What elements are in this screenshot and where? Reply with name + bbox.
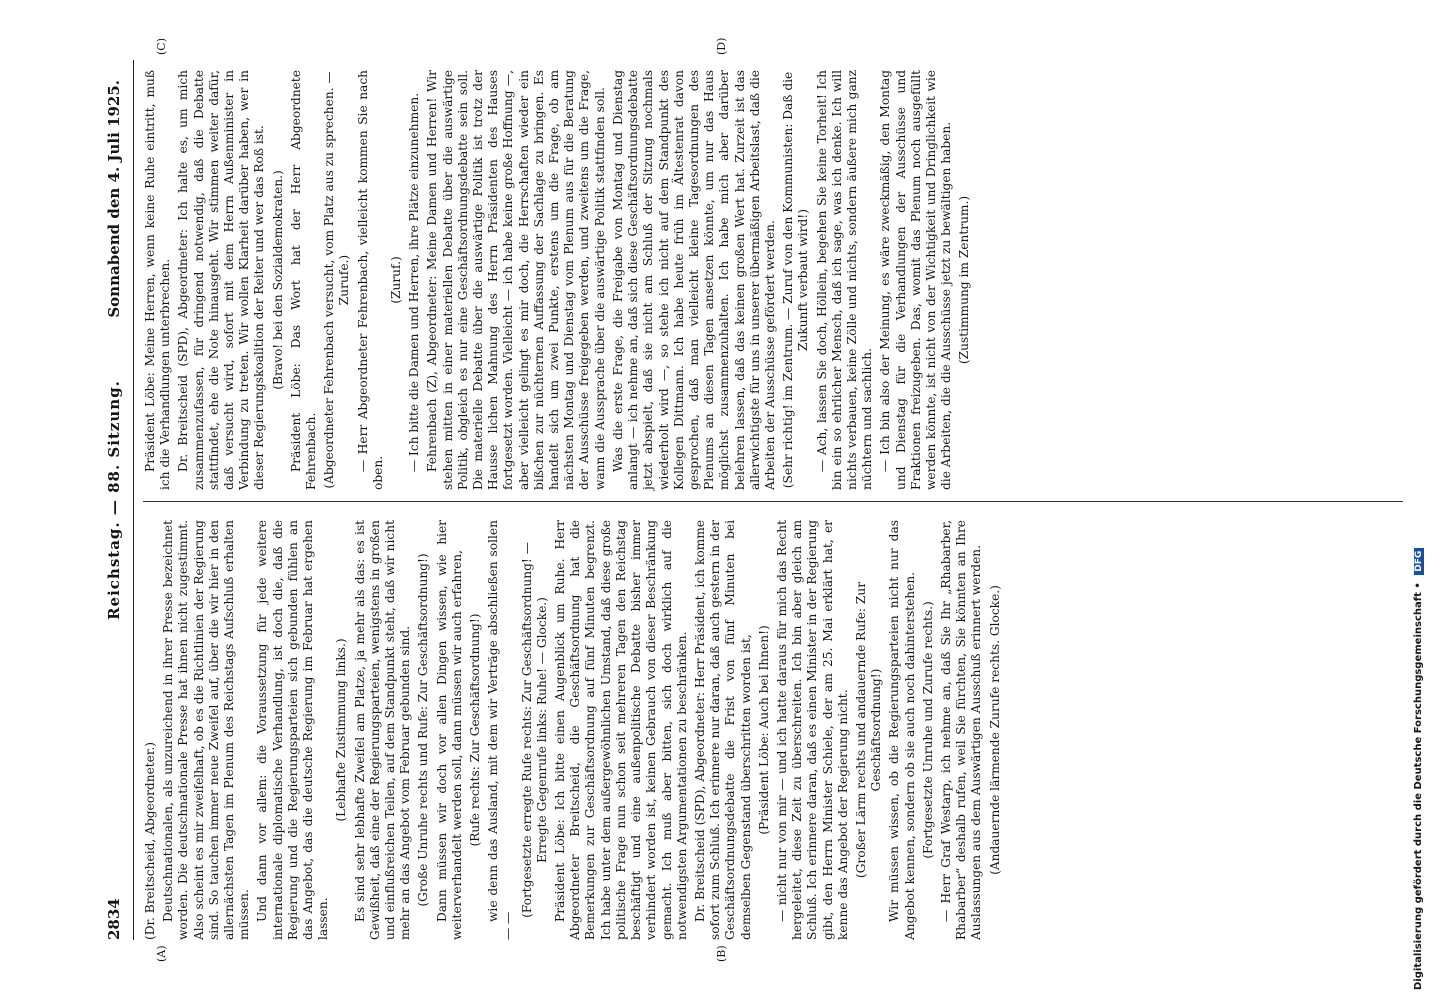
paragraph: — Ich bin also der Meinung, es wäre zweckmäßig, den Montag und Dienstag für die Verhandlungen der Ausschüsse und Fraktionen freizugeben. Das, womit das Plenum noch ausgefüllt werden könnte, ist nicht von der Wichtigkeit und Dringlichkeit wie die Arbeiten, die die Ausschüsse jetzt zu bewältigen haben.: [878, 70, 954, 490]
speech-paragraph: Fehrenbach (Z), Abgeordneter: Meine Damen und Herren! Wir stehen mitten in einer materiellen Debatte über die auswärtige Politik, obgleich es nur eine Geschäftsordnungsdebatte sein soll. Die materielle Debatte über die auswärtige Politik ist trotz der Hausse lichen Mahnung des Herrn Präsidenten des Hauses fortgesetzt worden. Vielleicht — ich habe keine große Hoffnung —, aber vielleicht gelingt es mir doch, die Herrschaften wieder ein bißchen zur nüchternen Auffassung der Sachlage zu bringen. Es handelt sich um zwei Punkte, erstens um die Frage, ob am nächsten Montag und Dienstag vom Plenum aus für die Beratung der Ausschüsse freigegeben werden, und zweitens um die Frage, wann die Aussprache über die auswärtige Politik stattfinden soll.: [425, 70, 607, 490]
speech-paragraph: Dr. Breitscheid (SPD), Abgeordneter: Herr Präsident, ich komme sofort zum Schluß. Ich erinnere nur daran, daß auch gestern in der Geschäftsordnungsdebatte die Frist von fünf Minuten bei demselben Gegenstand überschritten worden ist,: [692, 520, 753, 940]
interjection: (Lebhafte Zustimmung links.): [334, 638, 349, 822]
speech-paragraph: Präsident Löbe: Meine Herren, wenn keine Ruhe eintritt, muß ich die Verhandlungen unterbrechen.: [143, 70, 173, 490]
interjection: (Zustimmung im Zentrum.): [957, 195, 972, 365]
page-number: 2834: [105, 898, 123, 940]
paragraph: — Ach, lassen Sie doch, Höllein, begehen Sie keine Torheit! Ich bin ein so ehrlicher Mensch, daß ich sage, was ich denke. Ich will nichts verbauen, keine Zölle und nichts, sondern äußere mich ganz nüchtern und sachlich.: [814, 70, 875, 490]
paragraph: Was die erste Frage, die Freigabe von Montag und Dienstag anlangt — ich nehme an, daß sich diese Geschäftsordnungsdebatte jetzt abspielt, daß sie nicht am Schluß der Sitzung nochmals wiederholt wird —, so stehe ich nicht auf dem Standpunkt des Kollegen Dittmann. Ich habe heute früh im Ältestenrat davon gesprochen, daß man vielleicht kleine Tagesordnungen des Plenums an diesen Tagen ansetzen könnte, um nur das Haus möglichst zusammenzuhalten. Ich habe mich aber darüber belehren lassen, daß das keinen großen Wert hat. Zurzeit ist das allerwichtigste für uns in unserer übermäßigen Arbeitslast, daß die Arbeiten der Ausschüsse gefördert werden.: [610, 70, 777, 490]
interjection: (Große Unruhe rechts und Rufe: Zur Geschäftsordnung!): [416, 553, 431, 907]
dfg-logo: DFG: [1414, 548, 1424, 575]
paragraph: wie denn das Ausland, mit dem wir Verträge abschließen sollen — —: [486, 520, 516, 940]
paragraph: Dann müssen wir doch vor allen Dingen wissen, wie hier weiterverhandelt werden soll, dann müssen wir auch erfahren,: [434, 520, 464, 940]
interjection: (Rufe rechts: Zur Geschäftsordnung!): [468, 613, 483, 847]
interjection: (Präsident Löbe: Auch bei Ihnen!): [756, 625, 771, 835]
margin-marker-a: (A): [155, 945, 168, 962]
margin-marker-b: (B): [715, 945, 728, 962]
speech-paragraph: Dr. Breitscheid (SPD), Abgeordneter: Ich halte es, um mich zusammenzufassen, für dringend notwendig, daß die Debatte stattfindet, ehe die Note hinausgeht. Wir stimmen weiter dafür, daß versucht wird, sofort mit dem Herrn Außenminister in Verbindung zu treten. Wir wollen Klarheit darüber haben, wer in dieser Regierungskoalition der Reiter und wer das Roß ist.: [176, 70, 267, 490]
text-column-right: [143, 70, 976, 490]
interjection: (Großer Lärm rechts und andauernde Rufe: Zur Geschäftsordnung!): [853, 581, 884, 879]
interjection: (Andauernde lärmende Zurufe rechts. Glocke.): [987, 585, 1002, 875]
margin-marker-c: (C): [155, 38, 168, 55]
interjection: (Zuruf.): [389, 256, 404, 304]
text-column-left: [143, 520, 1006, 940]
paragraph: Deutschnationalen, als unzureichend in ihrer Presse bezeichnet worden. Die deutschnationale Presse hat ihnen nicht zugestimmt. Also scheint es mir zweifelhaft, ob es die Richtlinien der Regierung sind. So tauchen immer neue Zweifel auf, über die wir hier in den allernächsten Tagen im Plenum des Reichstags Aufschluß erhalten müssen.: [161, 520, 252, 940]
margin-marker-d: (D): [715, 37, 728, 55]
paragraph: Wir müssen wissen, ob die Regierungsparteien nicht nur das Angebot kennen, sondern ob sie auch noch dahinterstehen.: [887, 520, 917, 940]
interjection: (Fortgesetzte erregte Rufe rechts: Zur Geschäftsordnung! — Erregte Gegenrufe links: Ruhe! — Glocke.): [519, 542, 549, 918]
column-divider: [143, 501, 1403, 502]
paragraph: Es sind sehr lebhafte Zweifel am Platze, ja mehr als das: es ist Gewißheit, daß eine der Regierungsparteien, wenigstens in großen und einflußreichen Teilen, auf dem Standpunkt steht, daß wir nicht mehr an das Angebot vom Februar gebunden sind.: [352, 520, 413, 940]
interjection: (Sehr richtig! im Zentrum. — Zuruf von den Kommunisten: Daß die Zukunft verbaut wird!): [781, 71, 811, 489]
paragraph: — nicht nur von mir — und ich hatte daraus für mich das Recht hergeleitet, diese Zeit zu überschreiten. Ich bin aber gleich am Schluß. Ich erinnere daran, daß es einen Minister in der Regierung gibt, den Herrn Minister Schiele, der am 25. Mai erklärt hat, er kenne das Angebot der Regierung nicht.: [774, 520, 850, 940]
paragraph: — Herr Graf Westarp, ich nehme an, daß Sie Ihr „Rhabarber, Rhabarber“ deshalb rufen, weil Sie fürchten, Sie könnten an Ihre Auslassungen aus dem Auswärtigen Ausschuß erinnert werden.: [938, 520, 984, 940]
digitization-credit: [1405, 0, 1434, 1000]
interjection: (Fortgesetzte Unruhe und Zurufe rechts.): [920, 601, 935, 859]
running-speaker: (Dr. Breitscheid, Abgeordneter.): [143, 741, 157, 940]
paragraph: Und dann vor allem: die Voraussetzung für jede weitere internationale diplomatische Verhandlung, ist doch die, daß die Regierung und die Regierungsparteien sich gebunden fühlen an das Angebot, das die deutsche Regierung im Februar hat ergehen lassen.: [255, 520, 331, 940]
credit-text: Digitalisierung gefördert durch die Deutsche Forschungsgemeinschaft •: [1413, 582, 1424, 990]
speech-paragraph: Präsident Löbe: Ich bitte einen Augenblick um Ruhe. Herr Abgeordneter Breitscheid, die Geschäftsordnung hat die Bemerkungen zur Geschäftsordnung auf fünf Minuten begrenzt. Ich habe unter dem außergewöhnlichen Umstand, daß diese große politische Frage nun schon seit mehreren Tagen den Reichstag beschäftigt und eine außenpolitische Debatte bisher immer verhindert worden ist, keinen Gebrauch von dieser Beschränkung gemacht. Ich muß aber bitten, sich doch wirklich auf die notwendigsten Argumentationen zu beschränken.: [553, 520, 689, 940]
session-title: Reichstag. — 88. Sitzung.: [105, 380, 123, 620]
interjection: (Bravo! bei den Sozialdemokraten.): [270, 170, 285, 390]
paragraph: — Herr Abgeordneter Fehrenbach, vielleicht kommen Sie nach oben.: [355, 70, 385, 490]
speech-paragraph: Präsident Löbe: Das Wort hat der Herr Abgeordnete Fehrenbach.: [288, 70, 319, 490]
page-header: [95, 60, 134, 940]
session-date: Sonnabend den 4. Juli 1925.: [105, 80, 123, 318]
paragraph: — Ich bitte die Damen und Herren, ihre Plätze einzunehmen.: [407, 92, 422, 472]
interjection: (Abgeordneter Fehrenbach versucht, vom Platz aus zu sprechen. — Zurufe.): [322, 71, 352, 489]
document-page: [95, 37, 1434, 962]
